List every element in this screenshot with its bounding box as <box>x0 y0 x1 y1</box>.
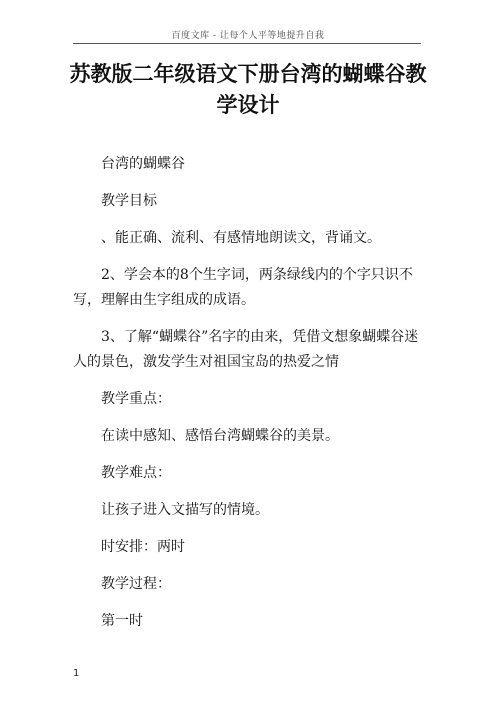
paragraph: 教学目标 <box>101 193 157 209</box>
paragraph: 台湾的蝴蝶谷 <box>101 156 185 172</box>
header-divider <box>73 43 421 44</box>
paragraph: 教学难点： <box>101 465 171 481</box>
paragraph: 第一时 <box>101 613 143 629</box>
document-title: 苏教版二年级语文下册台湾的蝴蝶谷教学设计 <box>69 61 427 117</box>
paragraph: 3、了解“蝴蝶谷”名字的由来，凭借文想象蝴蝶谷迷人的景色，激发学生对祖国宝岛的热爱之情 <box>73 329 419 370</box>
page-header: 百度文库 - 让每个人平等地提升自我 <box>171 31 325 41</box>
page-number: 1 <box>73 668 80 679</box>
document-body <box>73 152 425 646</box>
paragraph: 在读中感知、感悟台湾蝴蝶谷的美景。 <box>101 428 339 444</box>
paragraph: 2、学会本的8个生字词，两条绿线内的个字只识不写，理解由生字组成的成语。 <box>73 267 413 308</box>
paragraph: 时安排：两时 <box>101 539 185 555</box>
paragraph: 教学过程： <box>101 576 171 592</box>
paragraph: 让孩子进入文描写的情境。 <box>101 502 269 518</box>
paragraph: 教学重点： <box>101 391 171 407</box>
paragraph: 、能正确、流利、有感情地朗读文，背诵文。 <box>101 230 381 246</box>
